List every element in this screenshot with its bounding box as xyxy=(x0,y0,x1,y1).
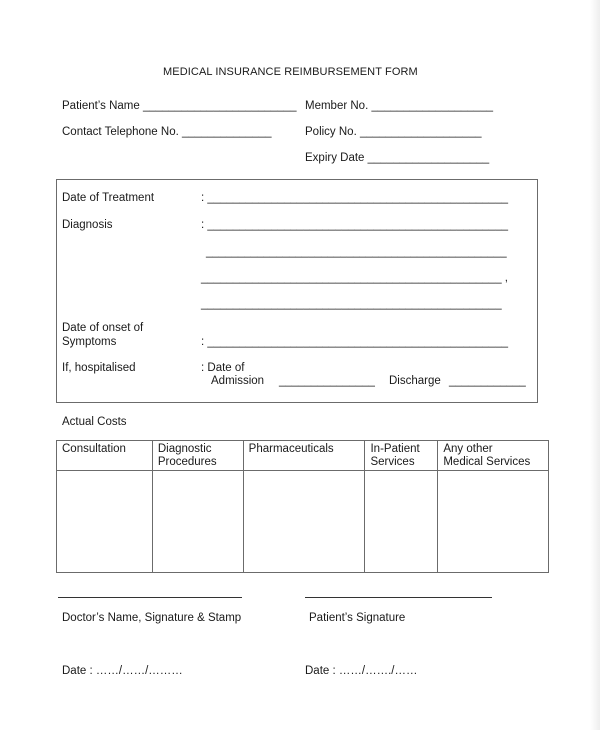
diagnosis-label: Diagnosis xyxy=(62,219,113,231)
column-header-in-patient-services xyxy=(365,441,438,471)
member-no-field[interactable]: Member No. ___________________ xyxy=(305,100,493,112)
diagnosis-line-3[interactable]: _______________________________________________ , xyxy=(201,272,508,284)
other-services-cost-cell[interactable] xyxy=(438,471,549,573)
costs-entry-row xyxy=(57,471,549,573)
expiry-date-field[interactable]: Expiry Date ___________________ xyxy=(305,152,490,164)
column-header-consultation xyxy=(57,441,153,471)
in-patient-cost-cell[interactable] xyxy=(365,471,438,573)
diagnosis-line-1[interactable]: : _______________________________________________ xyxy=(201,219,508,231)
hospitalised-label: If, hospitalised xyxy=(62,362,136,374)
actual-costs-heading: Actual Costs xyxy=(62,416,127,428)
onset-label-line-2: Symptoms xyxy=(62,336,117,348)
admission-label-line-1: : Date of xyxy=(201,362,245,374)
column-header-line-2: Medical Services xyxy=(443,456,531,468)
discharge-label: Discharge xyxy=(389,375,441,387)
column-header-line-1: Diagnostic xyxy=(157,443,212,455)
form-title: MEDICAL INSURANCE REIMBURSEMENT FORM xyxy=(163,66,418,78)
patient-name-field[interactable]: Patient’s Name ________________________ xyxy=(62,100,297,112)
pharmaceuticals-cost-cell[interactable] xyxy=(243,471,365,573)
doctor-signature-label: Doctor’s Name, Signature & Stamp xyxy=(62,612,242,624)
actual-costs-table xyxy=(56,440,549,573)
column-header-other-medical-services xyxy=(438,441,549,471)
doctor-signature-line[interactable] xyxy=(58,597,242,598)
contact-telephone-field[interactable]: Contact Telephone No. ______________ xyxy=(62,126,272,138)
column-header-diagnostic-procedures xyxy=(152,441,243,471)
column-header-line-2: Procedures xyxy=(157,456,217,468)
column-header-line-2: Services xyxy=(370,456,415,468)
patient-signature-label: Patient’s Signature xyxy=(309,612,406,624)
date-of-treatment-label: Date of Treatment xyxy=(62,192,155,204)
diagnosis-line-2[interactable]: _______________________________________________ xyxy=(206,246,507,258)
column-header-line-1: Consultation xyxy=(62,443,126,455)
patient-date-field[interactable]: Date : ……/……./…… xyxy=(305,665,418,677)
date-of-treatment-line[interactable]: : _______________________________________________ xyxy=(201,192,508,204)
admission-date-line[interactable]: _______________ xyxy=(279,375,375,387)
onset-line[interactable]: : _______________________________________________ xyxy=(201,336,508,348)
diagnostic-cost-cell[interactable] xyxy=(152,471,243,573)
page-edge-shadow xyxy=(590,0,600,730)
column-header-line-1: In-Patient xyxy=(370,443,420,455)
doctor-date-field[interactable]: Date : ……/……/……… xyxy=(62,665,183,677)
consultation-cost-cell[interactable] xyxy=(57,471,153,573)
onset-label-line-1: Date of onset of xyxy=(62,322,144,334)
admission-label-line-2: Admission xyxy=(211,375,265,387)
column-header-line-1: Pharmaceuticals xyxy=(248,443,334,455)
column-header-pharmaceuticals xyxy=(243,441,365,471)
discharge-date-line[interactable]: ____________ xyxy=(449,375,526,387)
patient-signature-line[interactable] xyxy=(305,597,492,598)
policy-no-field[interactable]: Policy No. ___________________ xyxy=(305,126,482,138)
diagnosis-line-4[interactable]: _______________________________________________ xyxy=(201,298,502,310)
costs-header-row xyxy=(57,441,549,471)
column-header-line-1: Any other xyxy=(443,443,493,455)
